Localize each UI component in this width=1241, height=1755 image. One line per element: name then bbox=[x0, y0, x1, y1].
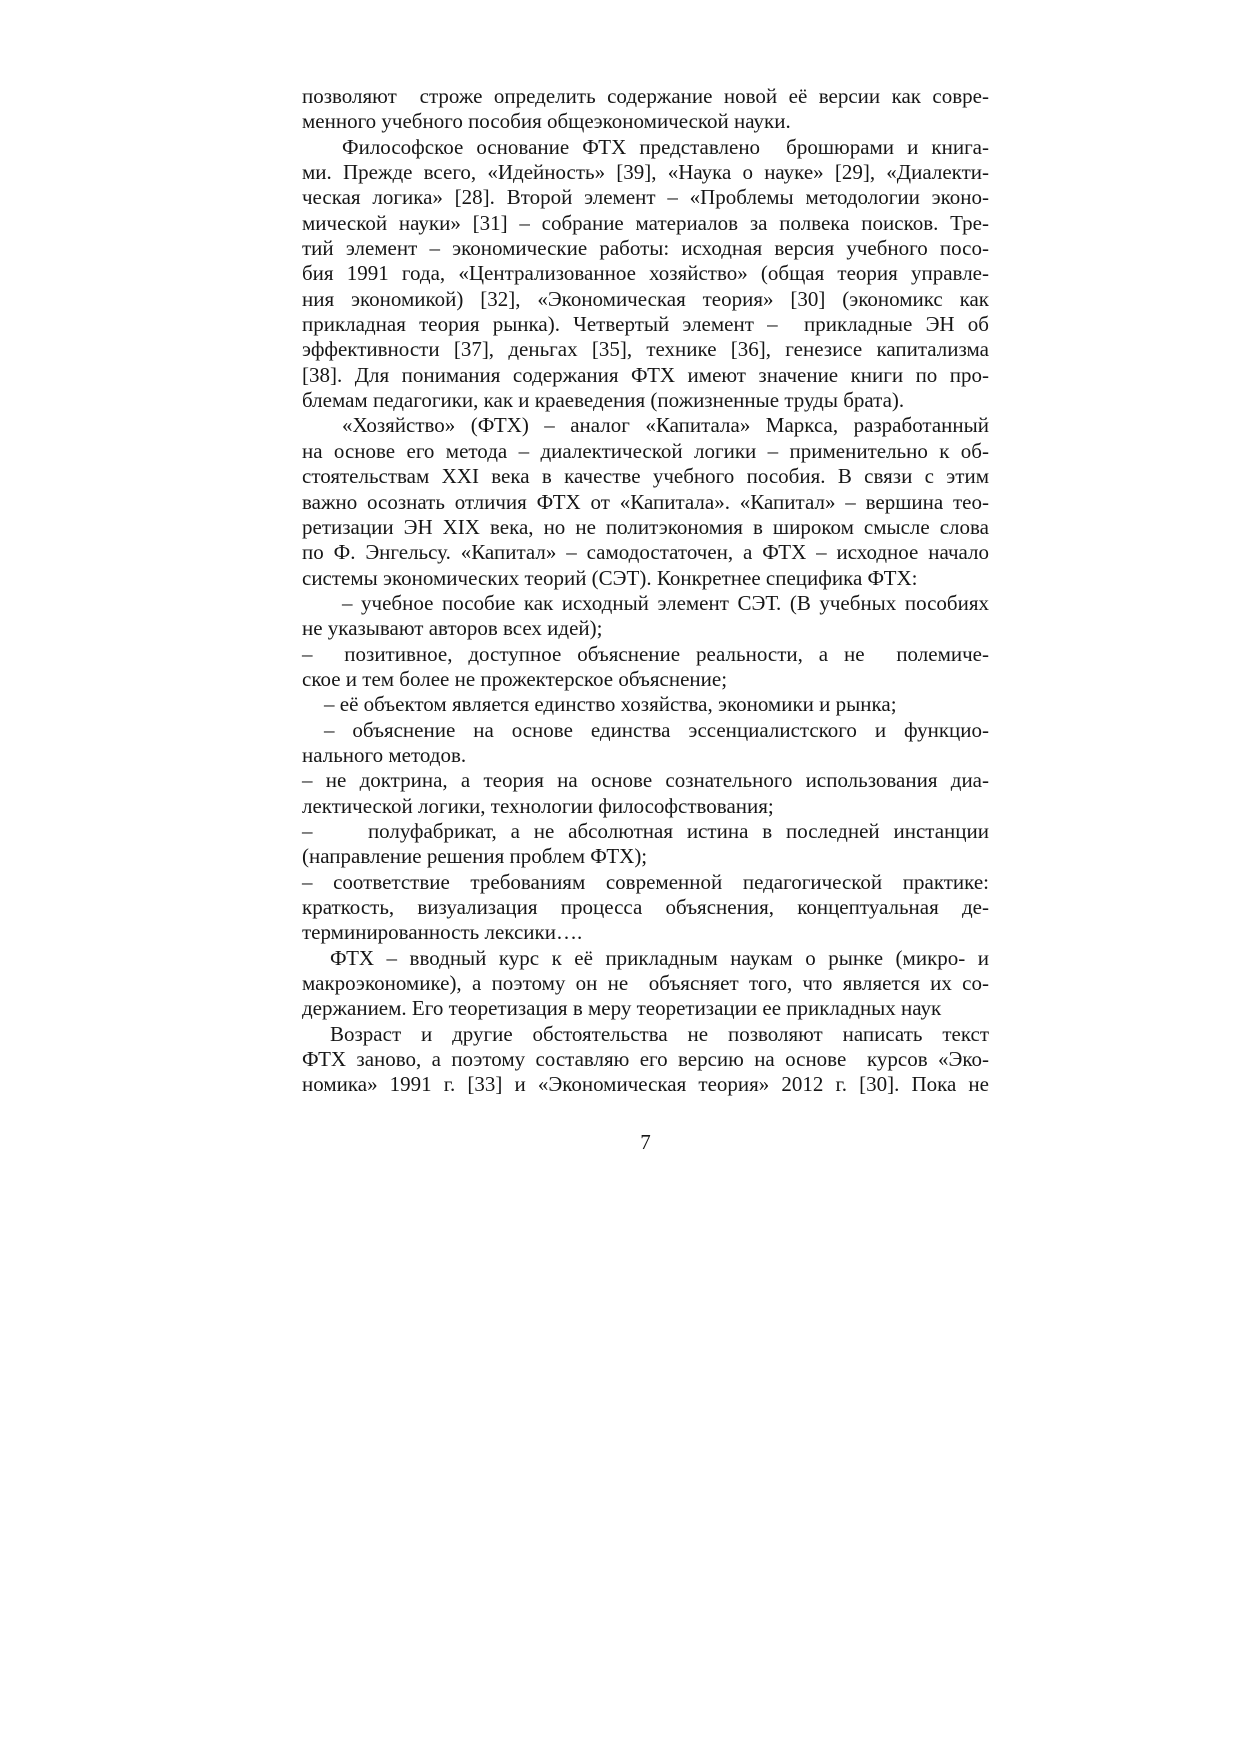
text-line: терминированность лексики…. bbox=[302, 920, 583, 945]
text-line: на основе его метода – диалектической логики – применительно к об- bbox=[302, 438, 989, 463]
text-line: лектической логики, технологии философствования; bbox=[302, 793, 774, 818]
text-line: Философское основание ФТХ представлено брошюрами и книга- bbox=[342, 134, 989, 159]
page-body-text bbox=[302, 84, 989, 1098]
text-line: номика» 1991 г. [33] и «Экономическая теория» 2012 г. [30]. Пока не bbox=[302, 1072, 989, 1097]
text-line: нального методов. bbox=[302, 742, 467, 767]
text-line: «Хозяйство» (ФТХ) – аналог «Капитала» Маркса, разработанный bbox=[342, 413, 989, 438]
text-line: стоятельствам XXI века в качестве учебного пособия. В связи с этим bbox=[302, 464, 989, 489]
text-line: бия 1991 года, «Централизованное хозяйство» (общая теория управле- bbox=[302, 261, 989, 286]
text-line: блемам педагогики, как и краеведения (пожизненные труды брата). bbox=[302, 388, 905, 413]
text-line: – её объектом является единство хозяйства, экономики и рынка; bbox=[324, 692, 897, 717]
text-line: эффективности [37], деньгах [35], технике [36], генезисе капитализма bbox=[302, 337, 989, 362]
text-line: – учебное пособие как исходный элемент СЭТ. (В учебных пособиях bbox=[342, 590, 989, 615]
text-line: – не доктрина, а теория на основе сознательного использования диа- bbox=[302, 768, 989, 793]
text-line: важно осознать отличия ФТХ от «Капитала». «Капитал» – вершина тео- bbox=[302, 489, 989, 514]
text-line: позволяют строже определить содержание новой её версии как совре- bbox=[302, 84, 989, 108]
text-line: менного учебного пособия общеэкономической науки. bbox=[302, 109, 791, 134]
text-line: не указывают авторов всех идей); bbox=[302, 616, 603, 641]
text-line: – соответствие требованиям современной педагогической практике: bbox=[302, 869, 989, 894]
text-line: системы экономических теорий (СЭТ). Конкретнее специфика ФТХ: bbox=[302, 565, 918, 590]
text-line: прикладная теория рынка). Четвертый элемент – прикладные ЭН об bbox=[302, 312, 989, 337]
text-line: – объяснение на основе единства эссенциалистского и функцио- bbox=[324, 717, 989, 742]
text-line: тий элемент – экономические работы: исходная версия учебного посо- bbox=[302, 236, 989, 261]
text-line: по Ф. Энгельсу. «Капитал» – самодостаточен, а ФТХ – исходное начало bbox=[302, 540, 989, 565]
text-line: – позитивное, доступное объяснение реальности, а не полемиче- bbox=[302, 641, 989, 666]
page-number: 7 bbox=[640, 1130, 651, 1154]
text-line: мической науки» [31] – собрание материалов за полвека поисков. Тре- bbox=[302, 210, 989, 235]
text-line: ское и тем более не прожектерское объяснение; bbox=[302, 666, 728, 691]
text-line: ФТХ заново, а поэтому составляю его версию на основе курсов «Эко- bbox=[302, 1047, 989, 1072]
text-line: ния экономикой) [32], «Экономическая теория» [30] (экономикс как bbox=[302, 286, 989, 311]
text-line: ретизации ЭН XIX века, но не политэкономия в широком смысле слова bbox=[302, 514, 989, 539]
text-line: макроэкономике), а поэтому он не объясняет того, что является их со- bbox=[302, 971, 989, 996]
text-line: ческая логика» [28]. Второй элемент – «Проблемы методологии эконо- bbox=[302, 185, 989, 210]
text-line: краткость, визуализация процесса объяснения, концептуальная де- bbox=[302, 895, 989, 919]
text-line: (направление решения проблем ФТХ); bbox=[302, 844, 648, 869]
text-line: Возраст и другие обстоятельства не позволяют написать текст bbox=[330, 1021, 989, 1046]
text-line: ми. Прежде всего, «Идейность» [39], «Наука о науке» [29], «Диалекти- bbox=[302, 160, 989, 185]
text-line: – полуфабрикат, а не абсолютная истина в последней инстанции bbox=[302, 818, 989, 843]
text-line: держанием. Его теоретизация в меру теоретизации ее прикладных наук bbox=[302, 996, 942, 1021]
text-line: ФТХ – вводный курс к её прикладным наукам о рынке (микро- и bbox=[330, 945, 989, 970]
text-line: [38]. Для понимания содержания ФТХ имеют значение книги по про- bbox=[302, 362, 989, 387]
